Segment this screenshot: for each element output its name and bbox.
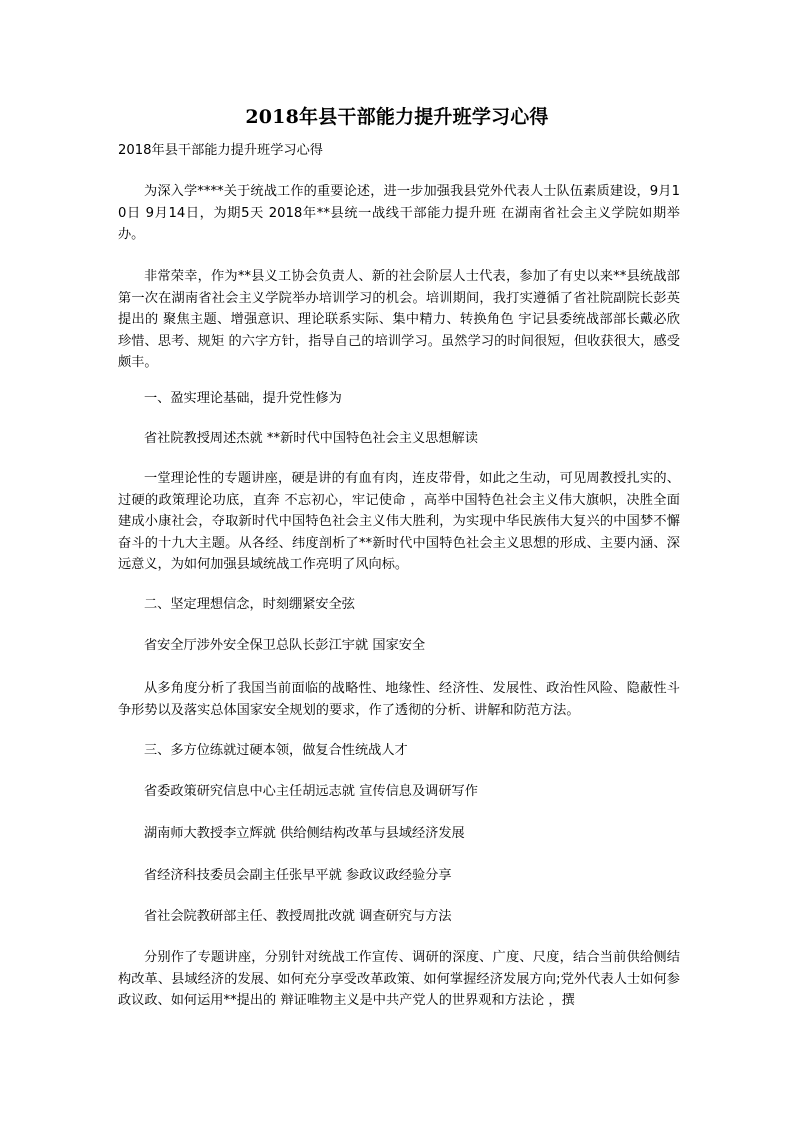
lecture-line-5: 省经济科技委员会副主任张早平就 参政议政经验分享 [144, 868, 452, 883]
section-heading-1: 一、盈实理论基础，提升党性修为 [144, 391, 342, 406]
lecture-line-6: 省社会院教研部主任、教授周批改就 调查研究与方法 [144, 909, 452, 924]
document-title: 2018年县干部能力提升班学习心得 [245, 106, 549, 128]
paragraph-intro: 为深入学****关于统战工作的重要论述，进一步加强我县党外代表人士队伍素质建设，9月10日 9月14日，为期5天 2018年**县统一战线干部能力提升班 在湖南省社会主义学院如期举办。 [118, 184, 680, 242]
paragraph-lecture-summary-2: 分别作了专题讲座，分别针对统战工作宣传、调研的深度、广度、尺度，结合当前供给侧结构改革、县域经济的发展、如何充分享受改革政策、如何掌握经济发展方向;党外代表人士如何参政议政、如何运用**提出的 辩证唯物主义是中共产党人的世界观和方法论 ，撰 [118, 950, 680, 1008]
lecture-line-2: 省安全厅涉外安全保卫总队长彭江宇就 国家安全 [144, 638, 426, 653]
lecture-line-1: 省社院教授周述杰就 **新时代中国特色社会主义思想解读 [144, 431, 478, 446]
paragraph-honor: 非常荣幸，作为**县义工协会负责人、新的社会阶层人士代表，参加了有史以来**县统战部第一次在湖南省社会主义学院举办培训学习的机会。培训期间，我打实遵循了省社院副院长彭英提出的 聚焦主题、增强意识、理论联系实际、集中精力、转换角色 宇记县委统战部部长戴必欣 珍惜、思考、规矩 的六字方针，指导自己的培训学习。虽然学习的时间很短，但收获很大，感受颇丰。 [118, 269, 680, 370]
paragraph-lecture-summary: 一堂理论性的专题讲座，硬是讲的有血有肉，连皮带骨，如此之生动，可见周教授扎实的、过硬的政策理论功底，直奔 不忘初心，牢记使命 ，高举中国特色社会主义伟大旗帜，决胜全面建成小康社会，夺取新时代中国特色社会主义伟大胜利，为实现中华民族伟大复兴的中国梦不懈奋斗的十九大主题。从各经、纬度剖析了**新时代中国特色社会主义思想的形成、主要内涵、深远意义，为如何加强县域统战工作亮明了风向标。 [118, 471, 680, 572]
lecture-line-3: 省委政策研究信息中心主任胡远志就 宣传信息及调研写作 [144, 784, 478, 799]
lecture-line-4: 湖南师大教授李立辉就 供给侧结构改革与县域经济发展 [144, 826, 465, 841]
section-heading-3: 三、多方位练就过硬本领，做复合性统战人才 [144, 743, 408, 758]
section-heading-2: 二、坚定理想信念，时刻绷紧安全弦 [144, 597, 355, 612]
paragraph-security: 从多角度分析了我国当前面临的战略性、地缘性、经济性、发展性、政治性风险、隐蔽性斗争形势以及落实总体国家安全规划的要求，作了透彻的分析、讲解和防范方法。 [118, 681, 680, 718]
document-subtitle: 2018年县干部能力提升班学习心得 [118, 143, 323, 158]
